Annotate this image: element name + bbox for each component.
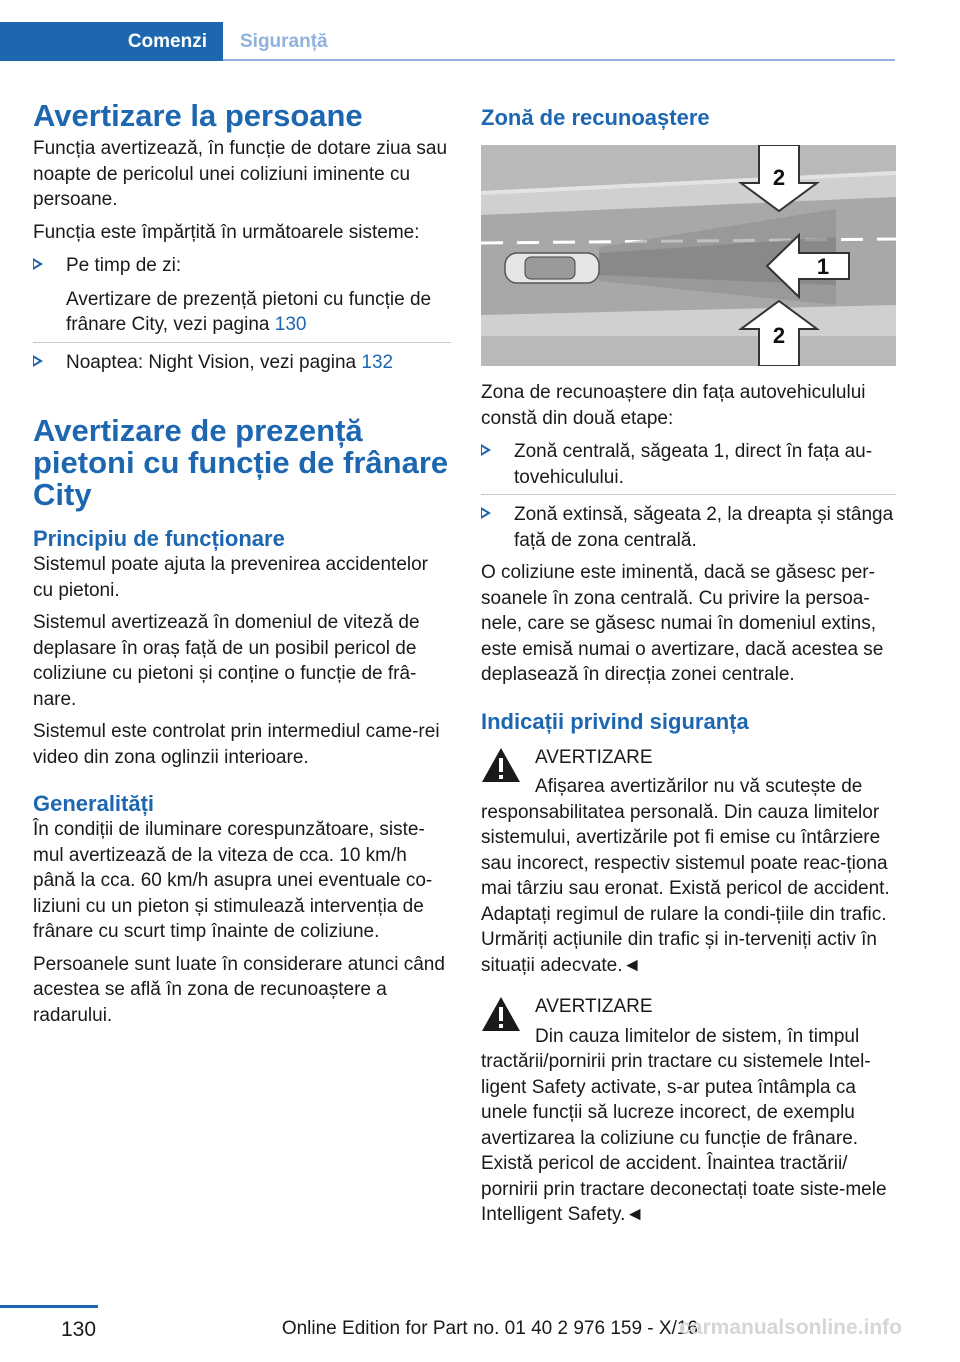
warning-title: AVERTIZARE: [535, 996, 653, 1017]
warning-triangle-icon: [481, 747, 521, 783]
page-link-130[interactable]: 130: [274, 314, 307, 335]
list-item: [33, 253, 451, 338]
bullet-triangle-icon: [33, 258, 43, 270]
list-item: [481, 439, 896, 490]
page-number: 130: [61, 1318, 97, 1341]
list-item-subtext: [66, 287, 451, 338]
header-rule: [223, 59, 895, 61]
list-item-text: Pe timp de zi:: [66, 255, 182, 276]
footer-rule: [0, 1305, 98, 1308]
warning-block: [481, 994, 896, 1228]
divider: [33, 342, 451, 343]
list-item-text: Zonă extinsă, săgeata 2, la dreapta și stânga față de zona centrală.: [514, 504, 894, 551]
figure-label-2-top: 2: [772, 165, 786, 190]
list-item-text: Zonă centrală, săgeata 1, direct în fața au-tovehiculului.: [514, 441, 873, 488]
paragraph: Sistemul avertizează în domeniul de viteză de deplasare în oraș față de un posibil pericol de coliziune cu pietoni și conține o funcție de frâ-nare.: [33, 612, 420, 710]
warning-block: [481, 745, 896, 979]
paragraph: Persoanele sunt luate în considerare atunci când acestea se află în zona de recunoaștere a radarului.: [33, 953, 445, 1026]
paragraph: Funcția avertizează, în funcție de dotare ziua sau noapte de pericolul unei coliziuni iminente cu persoane.: [33, 138, 448, 210]
paragraph: În condiții de iluminare corespunzătoare, siste-mul avertizează de la viteza de cca. 10 km/h până la cca. 60 km/h asupra unei eventuale co-liziuni cu un pieton și stimulează intervenția de frânare cu scurt timp înainte de coliziune.: [33, 819, 433, 942]
right-column: [481, 100, 896, 1228]
heading-zona-recunoastere: Zonă de recunoaștere: [481, 105, 710, 130]
detection-zone-diagram: [481, 145, 896, 366]
heading-indicatii-siguranta: Indicații privind siguranța: [481, 708, 749, 734]
list-item: [481, 502, 896, 553]
warning-text: Din cauza limitelor de sistem, în timpul tractării/pornirii prin tractare cu sistemele Intel-ligent Safety activate, s-ar putea întâmpla ca unele funcții să lucreze incorect, de exemplu avertizarea la coliziune cu funcție de frânare. Există pericol de accident. Înaintea tractării/ pornirii prin tractare deconectați toate siste-mele Intelligent Safety.◄: [481, 1025, 887, 1225]
warning-title: AVERTIZARE: [535, 746, 653, 768]
warning-triangle-icon: [481, 996, 521, 1032]
tab-siguranta[interactable]: Siguranță: [240, 31, 328, 52]
bullet-triangle-icon: [481, 507, 491, 519]
paragraph: Funcția este împărțită în următoarele sisteme:: [33, 221, 420, 243]
paragraph: Zona de recunoaștere din fața autovehiculului constă din două etape:: [481, 382, 866, 429]
list-item-subtext-body: Avertizare de prezență pietoni cu funcție de frânare City, vezi pagina: [66, 288, 432, 335]
left-column: [33, 100, 451, 1028]
list-item-text: [66, 350, 451, 376]
bullet-triangle-icon: [33, 355, 43, 367]
divider: [481, 494, 896, 495]
paragraph: Sistemul este controlat prin intermediul came-rei video din zona oglinzii interioare.: [33, 721, 440, 768]
watermark: carmanualsonline.info: [679, 1316, 902, 1339]
detection-zone-figure: [481, 145, 896, 366]
paragraph: O coliziune este iminentă, dacă se găsesc per-soanele în zona centrală. Cu privire la persoa-nele, care se găsesc numai în domeniul extins, este emisă numai o avertizare, dacă acestea se deplasează în direcția zonei centrale.: [481, 562, 884, 685]
heading-avertizare-prezenta: Avertizare de prezență pietoni cu funcție de frânare City: [33, 413, 449, 512]
heading-generalitati: Generalități: [33, 791, 155, 816]
heading-avertizare-persoane: Avertizare la persoane: [33, 98, 363, 133]
list-item: [33, 350, 451, 376]
header-bar: [0, 0, 960, 62]
warning-text: Afișarea avertizărilor nu vă scutește de responsabilitatea personală. Din cauza limitelor sistemului, avertizările pot fi emise cu întârziere sau incorect, respectiv sistemul poate reac-ționa mai târziu sau eronat. Există pericol de accident. Adaptați regimul de rulare la condi-țiile din trafic. Urmăriți acțiunile din trafic și in-terveniți activ în situații adecvate.◄: [481, 776, 890, 976]
bullet-triangle-icon: [481, 444, 491, 456]
figure-label-1: 1: [816, 254, 830, 279]
page-link-132[interactable]: 132: [361, 351, 394, 373]
edition-text: Online Edition for Part no. 01 40 2 976 159 - X/16: [281, 1318, 698, 1339]
paragraph: Sistemul poate ajuta la prevenirea accidentelor cu pietoni.: [33, 554, 429, 601]
tab-comenzi[interactable]: Comenzi: [0, 22, 223, 61]
figure-label-2-bottom: 2: [772, 323, 786, 348]
heading-principiu: Principiu de funcționare: [33, 526, 285, 551]
list-item-text-body: Noaptea: Night Vision, vezi pagina: [66, 351, 362, 373]
